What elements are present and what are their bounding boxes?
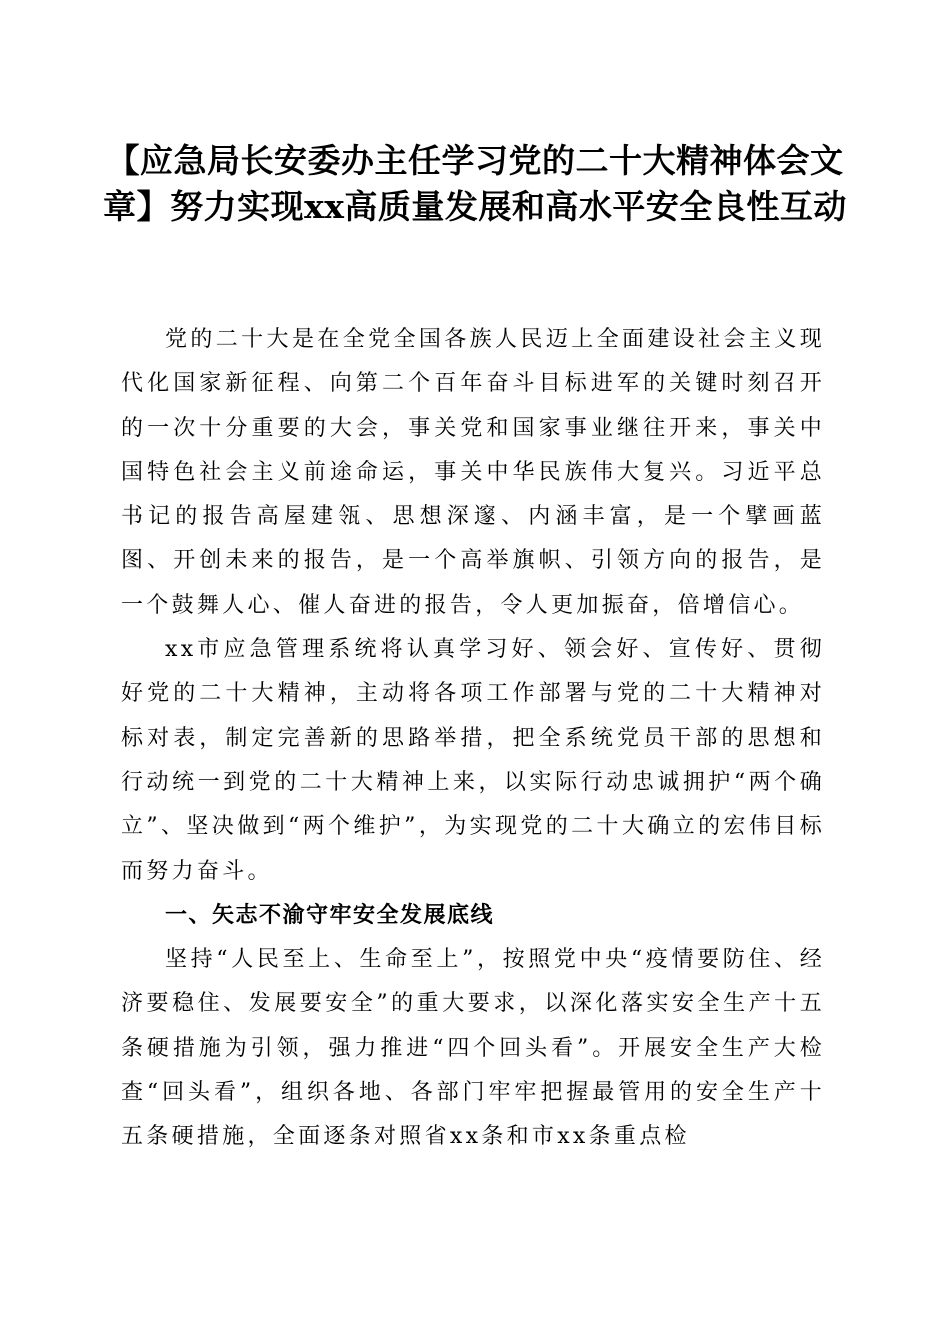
section-paragraph: 坚持“人民至上、生命至上”，按照党中央“疫情要防住、经济要稳住、发展要安全”的重大要求，以深化落实安全生产十五条硬措施为引领，强力推进“四个回头看”。开展安全生产大检查“回头看”，组织各地、各部门牢牢把握最管用的安全生产十五条硬措施，全面逐条对照省xx条和市xx条重点检	[121, 947, 825, 1150]
document-title: 【应急局长安委办主任学习党的二十大精神体会文章】努力实现xx高质量发展和高水平安全良性互动	[103, 141, 847, 226]
body-paragraph: xx市应急管理系统将认真学习好、领会好、宣传好、贯彻好党的二十大精神，主动将各项工作部署与党的二十大精神对标对表，制定完善新的思路举措，把全系统党员干部的思想和行动统一到党的二十大精神上来，以实际行动忠诚拥护“两个确立”、坚决做到“两个维护”，为实现党的二十大确立的宏伟目标而努力奋斗。	[121, 637, 825, 884]
section-heading: 一、矢志不渝守牢安全发展底线	[165, 902, 495, 928]
document-body	[121, 318, 825, 1160]
body-paragraph: 党的二十大是在全党全国各族人民迈上全面建设社会主义现代化国家新征程、向第二个百年奋斗目标进军的关键时刻召开的一次十分重要的大会，事关党和国家事业继往开来，事关中国特色社会主义前途命运，事关中华民族伟大复兴。习近平总书记的报告高屋建瓴、思想深邃、内涵丰富，是一个擘画蓝图、开创未来的报告，是一个高举旗帜、引领方向的报告，是一个鼓舞人心、催人奋进的报告，令人更加振奋，倍增信心。	[121, 327, 825, 618]
